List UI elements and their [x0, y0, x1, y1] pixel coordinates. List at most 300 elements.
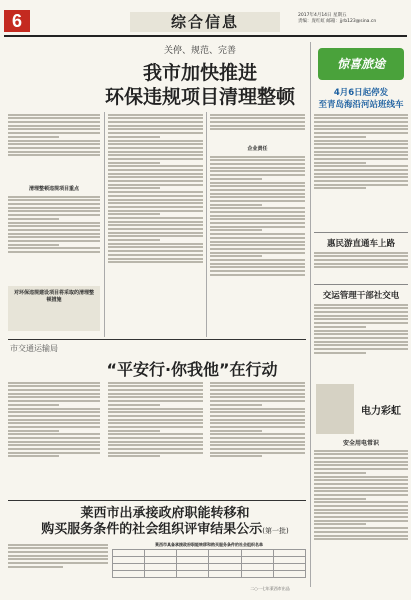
text-line	[8, 229, 100, 231]
text-line	[108, 243, 203, 245]
text-line	[314, 128, 408, 130]
text-line	[210, 215, 305, 217]
text-line	[108, 165, 203, 167]
text-line	[210, 241, 305, 243]
text-line	[210, 114, 305, 116]
right-story4-sub: 安全用电常识	[342, 440, 379, 447]
text-line	[210, 422, 305, 424]
middle-body-col3	[210, 380, 305, 495]
right-story2-head: 惠民游直通车上路	[326, 239, 395, 249]
text-line	[8, 236, 100, 238]
text-line	[314, 184, 408, 186]
text-line	[108, 184, 203, 186]
text-line	[210, 452, 305, 454]
text-line	[210, 163, 305, 165]
text-line	[108, 114, 203, 116]
text-line	[108, 385, 203, 387]
text-line	[108, 382, 203, 384]
middle-section-label: 市交通运输局	[10, 344, 58, 353]
text-line	[108, 140, 203, 142]
text-line	[210, 193, 305, 195]
text-line	[108, 143, 203, 145]
text-line	[210, 448, 305, 450]
text-line	[314, 341, 408, 343]
text-line	[210, 159, 305, 161]
text-line	[108, 224, 203, 226]
lead-body-col1-text-2	[8, 194, 100, 284]
text-line	[210, 121, 305, 123]
text-line	[314, 527, 408, 529]
text-line	[8, 199, 100, 201]
power-tower-image	[316, 384, 354, 434]
text-line	[210, 229, 262, 231]
text-line	[314, 483, 408, 485]
text-line	[210, 117, 305, 119]
text-line	[210, 385, 305, 387]
text-line	[210, 444, 305, 446]
text-line	[108, 180, 203, 182]
column-divider	[206, 112, 207, 337]
right-story1-text	[314, 112, 408, 227]
text-line	[108, 419, 203, 421]
text-line	[314, 461, 408, 463]
text-line	[210, 167, 305, 169]
text-line	[314, 464, 408, 466]
text-line	[108, 202, 203, 204]
text-line	[210, 408, 305, 410]
text-line	[314, 252, 408, 254]
text-line	[108, 125, 203, 127]
text-line	[314, 450, 408, 452]
table-cell	[177, 550, 209, 557]
text-line	[108, 400, 203, 402]
text-line	[108, 176, 203, 178]
table-cell	[241, 564, 273, 571]
text-line	[314, 476, 408, 478]
text-line	[210, 263, 305, 265]
text-line	[210, 382, 305, 384]
table-cell	[209, 550, 241, 557]
text-line	[314, 315, 408, 317]
text-line	[210, 185, 305, 187]
text-line	[314, 259, 408, 261]
text-line	[108, 404, 160, 406]
text-line	[108, 199, 203, 201]
text-line	[108, 121, 203, 123]
text-line	[8, 408, 100, 410]
table-cell	[209, 564, 241, 571]
text-line	[314, 523, 366, 525]
table-cell	[113, 550, 145, 557]
lead-body-col3-text	[210, 112, 305, 142]
text-line	[314, 344, 408, 346]
text-line	[210, 266, 305, 268]
text-line	[108, 250, 203, 252]
text-line	[314, 151, 408, 153]
text-line	[314, 263, 408, 265]
text-line	[210, 248, 305, 250]
table-cell	[145, 564, 177, 571]
text-line	[314, 307, 408, 309]
text-line	[314, 487, 408, 489]
bottom-table-title: 莱西市具备承接政府职能转移和购买服务条件的社会组织名单	[155, 542, 263, 547]
text-line	[8, 151, 100, 153]
text-line	[8, 247, 100, 249]
table-row	[113, 557, 306, 564]
text-line	[8, 422, 100, 424]
text-line	[314, 498, 366, 500]
header-rule	[4, 35, 407, 37]
text-line	[8, 214, 100, 216]
text-line	[210, 204, 262, 206]
text-line	[210, 233, 305, 235]
table-cell	[177, 571, 209, 578]
text-line	[108, 154, 203, 156]
text-line	[314, 169, 408, 171]
text-line	[8, 430, 59, 432]
text-line	[108, 162, 160, 164]
text-line	[314, 330, 408, 332]
text-line	[210, 389, 305, 391]
text-line	[8, 441, 100, 443]
text-line	[8, 426, 100, 428]
bottom-headline-suffix: (第一批)	[262, 527, 289, 535]
text-line	[210, 393, 305, 395]
text-line	[8, 218, 59, 220]
bottom-body-text	[8, 542, 108, 584]
right-story4-text	[314, 448, 408, 584]
text-line	[314, 479, 408, 481]
text-line	[210, 200, 305, 202]
text-line	[108, 128, 203, 130]
text-line	[210, 274, 305, 276]
text-line	[314, 158, 408, 160]
text-line	[210, 270, 305, 272]
text-line	[210, 244, 305, 246]
text-line	[314, 520, 408, 522]
text-line	[8, 419, 100, 421]
lead-body-col2-text	[108, 112, 203, 337]
text-line	[108, 422, 203, 424]
text-line	[8, 233, 100, 235]
text-line	[108, 173, 203, 175]
text-line	[8, 558, 108, 560]
text-line	[210, 170, 305, 172]
text-line	[108, 191, 203, 193]
text-line	[8, 244, 59, 246]
lead-col1-subhead: 清理整顿违规项目重点	[28, 186, 79, 192]
text-line	[108, 258, 203, 260]
text-line	[108, 444, 203, 446]
table-cell	[177, 564, 209, 571]
text-line	[314, 165, 408, 167]
text-line	[8, 433, 100, 435]
text-line	[8, 125, 100, 127]
text-line	[210, 156, 305, 158]
text-line	[8, 140, 100, 142]
page-number: 6	[4, 10, 30, 32]
text-line	[210, 207, 305, 209]
right-story1-head-1: 4月6日起停发	[333, 88, 389, 98]
table-cell	[113, 564, 145, 571]
header-date: 2017年4月14日 星期五	[298, 13, 347, 18]
text-line	[8, 385, 100, 387]
text-line	[210, 396, 305, 398]
text-line	[314, 531, 408, 533]
text-line	[8, 544, 108, 546]
table-cell	[209, 571, 241, 578]
text-line	[8, 448, 100, 450]
table-cell	[273, 550, 305, 557]
text-line	[210, 433, 305, 435]
text-line	[8, 562, 108, 564]
text-line	[108, 452, 203, 454]
bottom-headline-1: 莱西市出承接政府职能转移和	[80, 506, 250, 521]
text-line	[8, 154, 100, 156]
middle-body-col2	[108, 380, 203, 495]
text-line	[108, 147, 203, 149]
text-line	[108, 261, 203, 263]
text-line	[314, 154, 408, 156]
table-cell	[145, 550, 177, 557]
table-cell	[113, 571, 145, 578]
text-line	[210, 128, 305, 130]
lead-body-col3-text-2	[210, 154, 305, 337]
lead-headline-1: 我市加快推进	[142, 62, 257, 84]
text-line	[108, 195, 203, 197]
text-line	[8, 114, 100, 116]
text-line	[210, 182, 305, 184]
text-line	[108, 448, 203, 450]
text-line	[8, 210, 100, 212]
text-line	[108, 396, 203, 398]
table-cell	[241, 557, 273, 564]
text-line	[210, 255, 262, 257]
page-footer: 二○一七年莱西市出品	[250, 586, 290, 591]
section-title: 综合信息	[130, 12, 280, 32]
text-line	[210, 426, 305, 428]
text-line	[108, 187, 160, 189]
text-line	[108, 433, 203, 435]
lead-col1-box	[8, 286, 100, 331]
text-line	[8, 132, 100, 134]
text-line	[8, 143, 100, 145]
text-line	[8, 382, 100, 384]
text-line	[210, 125, 305, 127]
table-row	[113, 564, 306, 571]
lead-headline-2: 环保违规项目清理整顿	[104, 86, 295, 108]
text-line	[210, 419, 305, 421]
text-line	[108, 455, 160, 457]
text-line	[314, 490, 408, 492]
text-line	[314, 352, 366, 354]
text-line	[108, 136, 160, 138]
bottom-headline-2: 购买服务条件的社会组织评审结果公示	[41, 522, 263, 537]
text-line	[8, 411, 100, 413]
lead-body-col1-text	[8, 112, 100, 182]
text-line	[210, 441, 305, 443]
text-line	[108, 239, 160, 241]
text-line	[314, 505, 408, 507]
bottom-table-area	[112, 542, 306, 584]
text-line	[8, 389, 100, 391]
text-line	[8, 117, 100, 119]
right-divider	[314, 284, 408, 285]
middle-headline: “平安行·你我他”在行动	[106, 360, 278, 379]
text-line	[210, 259, 305, 261]
text-line	[108, 169, 203, 171]
table-row	[113, 550, 306, 557]
text-line	[314, 162, 366, 164]
text-line	[8, 551, 108, 553]
text-line	[108, 158, 203, 160]
lead-kicker: 关停、规范、完善	[163, 46, 236, 56]
text-line	[314, 348, 408, 350]
text-line	[314, 121, 408, 123]
text-line	[314, 255, 408, 257]
text-line	[8, 393, 100, 395]
text-line	[314, 453, 408, 455]
text-line	[314, 176, 408, 178]
text-line	[8, 444, 100, 446]
text-line	[108, 254, 203, 256]
text-line	[314, 538, 408, 540]
text-line	[8, 240, 100, 242]
text-line	[8, 147, 100, 149]
text-line	[210, 174, 305, 176]
text-line	[210, 226, 305, 228]
text-line	[108, 246, 203, 248]
text-line	[210, 430, 262, 432]
text-line	[314, 311, 408, 313]
text-line	[108, 235, 203, 237]
right-story4-head: 电力彩虹	[361, 406, 401, 417]
text-line	[8, 437, 100, 439]
text-line	[314, 457, 408, 459]
text-line	[210, 222, 305, 224]
text-line	[108, 411, 203, 413]
text-line	[8, 547, 108, 549]
right-story1-head-2: 至青岛海沿河站班线车	[318, 100, 404, 110]
table-cell	[241, 571, 273, 578]
text-line	[210, 189, 305, 191]
table-cell	[113, 557, 145, 564]
text-line	[210, 411, 305, 413]
table-cell	[273, 564, 305, 571]
text-line	[210, 218, 305, 220]
text-line	[108, 151, 203, 153]
table-cell	[273, 571, 305, 578]
text-line	[8, 404, 59, 406]
text-line	[314, 132, 408, 134]
text-line	[108, 117, 203, 119]
text-line	[8, 196, 100, 198]
text-line	[108, 132, 203, 134]
text-line	[314, 180, 408, 182]
text-line	[314, 326, 366, 328]
middle-body-col1	[8, 380, 100, 495]
text-line	[314, 337, 408, 339]
lead-col1-box-title: 对环保违规建设项目将采取的清理整顿措施	[14, 290, 95, 303]
text-line	[210, 400, 305, 402]
text-line	[8, 225, 100, 227]
text-line	[108, 232, 203, 234]
text-line	[314, 318, 408, 320]
section-divider	[8, 339, 306, 340]
text-line	[8, 396, 100, 398]
text-line	[314, 147, 408, 149]
table-cell	[177, 557, 209, 564]
text-line	[8, 207, 100, 209]
text-line	[8, 415, 100, 417]
text-line	[314, 140, 408, 142]
text-line	[108, 441, 203, 443]
text-line	[8, 222, 100, 224]
text-line	[314, 494, 408, 496]
text-line	[210, 237, 305, 239]
text-line	[108, 415, 203, 417]
right-story3-text	[314, 302, 408, 380]
right-story2-text	[314, 250, 408, 280]
text-line	[8, 121, 100, 123]
text-line	[8, 128, 100, 130]
travel-logo: 惊喜旅途	[318, 48, 404, 80]
text-line	[210, 252, 305, 254]
column-divider	[104, 112, 105, 337]
text-line	[108, 217, 203, 219]
text-line	[108, 393, 203, 395]
text-line	[314, 516, 408, 518]
text-line	[314, 187, 366, 189]
text-line	[108, 430, 160, 432]
org-table	[112, 549, 306, 578]
right-story3-head: 交运管理干部社交电	[322, 291, 400, 301]
text-line	[314, 304, 408, 306]
text-line	[314, 468, 408, 470]
text-line	[210, 415, 305, 417]
text-line	[314, 333, 408, 335]
text-line	[8, 566, 63, 568]
table-cell	[209, 557, 241, 564]
text-line	[8, 452, 100, 454]
text-line	[314, 509, 408, 511]
right-divider	[314, 232, 408, 233]
table-cell	[241, 550, 273, 557]
text-line	[314, 501, 408, 503]
text-line	[314, 125, 408, 127]
text-line	[314, 322, 408, 324]
text-line	[108, 206, 203, 208]
text-line	[314, 143, 408, 145]
text-line	[8, 400, 100, 402]
table-row	[113, 571, 306, 578]
text-line	[314, 114, 408, 116]
text-line	[108, 389, 203, 391]
header-editor: 责编：庞红虹 邮箱：jjrb123@sina.cn	[298, 19, 377, 24]
right-column-divider	[310, 42, 311, 587]
text-line	[108, 228, 203, 230]
text-line	[108, 213, 160, 215]
lead-col3-subhead: 企业责任	[247, 146, 268, 152]
section-divider	[8, 500, 306, 501]
page-header	[0, 0, 411, 36]
text-line	[8, 136, 59, 138]
text-line	[8, 455, 59, 457]
text-line	[8, 555, 108, 557]
text-line	[314, 472, 366, 474]
text-line	[210, 455, 262, 457]
text-line	[314, 117, 408, 119]
